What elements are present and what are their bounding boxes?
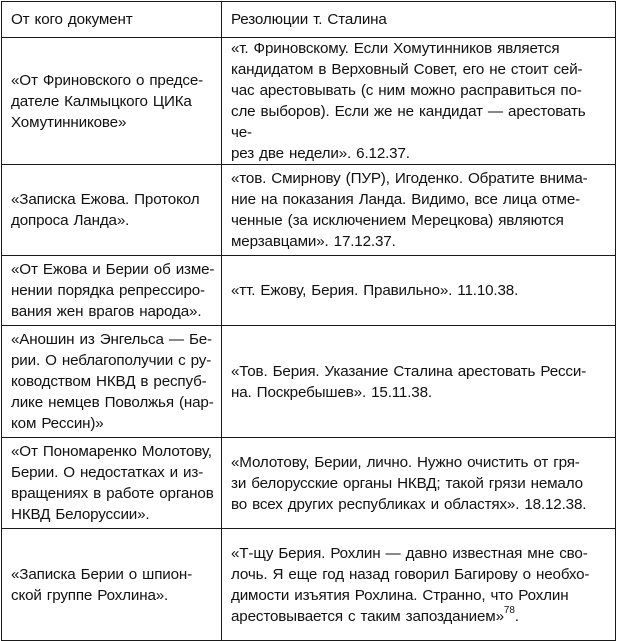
from-text: «От Пономаренко Молотову, Берии. О недостатках и из- вращениях в работе органов НКВД Белоруссии». [11, 443, 214, 523]
from-cell [2, 256, 222, 326]
resolutions-table [1, 1, 616, 641]
column-header-resolution: Резолюции т. Сталина [222, 2, 616, 38]
from-cell [2, 529, 222, 641]
resolution-text: «тт. Ежову, Берия. Правильно». 11.10.38. [231, 282, 519, 299]
resolution-text-wrap [231, 543, 609, 627]
from-text: «Записка Берии о шпион- ской группе Рохлина». [11, 565, 193, 604]
from-text: «Аношин из Энгельса — Бе- рии. О неблагополучии с ру- ководством НКВД в респуб- лике немцев Поволжья (нар- ком Рессин)» [11, 331, 214, 432]
from-cell [2, 38, 222, 165]
resolution-cell [222, 165, 616, 256]
footnote-marker: 78 [503, 605, 515, 617]
table-row [2, 38, 616, 165]
table-header-row [2, 2, 616, 38]
resolution-text: «Молотову, Берии, лично. Нужно очистить от гря- зи белорусские органы НКВД; такой грязи немало во всех других республиках и областях». 18.12.38. [231, 453, 587, 513]
from-text: «Записка Ежова. Протокол допроса Ланда». [11, 191, 200, 229]
resolution-cell [222, 438, 616, 529]
from-cell [2, 326, 222, 438]
column-header-from: От кого документ [2, 2, 222, 38]
from-text: «От Ежова и Берии об изме- нении порядка репрессиро- вания жен врагов народа». [11, 261, 215, 320]
table-row [2, 326, 616, 438]
resolution-text: «т. Фриновскому. Если Хомутинников является кандидатом в Верховный Совет, его не стоит сей- час арестовывать (с ним можно расправиться по- сле выборов). Если же не кандидат — арестовать че- рез две недели». 6.12.37. [231, 40, 586, 162]
resolution-text: «Т-щу Берия. Рохлин — давно известная мне сво- лочь. Я еще год назад говорил Багирову о необхо- димости изъятия Рохлина. Странно, что Рохлин арестовывается с таким запозданием» [231, 544, 590, 625]
resolution-cell [222, 529, 616, 641]
table-row [2, 165, 616, 256]
resolution-text: «Тов. Берия. Указание Сталина арестовать Ресси- на. Поскребышев». 15.11.38. [231, 362, 587, 401]
table-row [2, 438, 616, 529]
resolution-cell [222, 256, 616, 326]
table-row [2, 529, 616, 641]
from-cell [2, 165, 222, 256]
resolution-tail: . [514, 607, 519, 625]
resolution-text: «тов. Смирнову (ПУР), Игоденко. Обратите внима- ние на показания Ланда. Видимо, все лица отме- ченные (за исключением Мерецкова) являются мерзавцами». 17.12.37. [231, 170, 588, 250]
resolution-cell [222, 38, 616, 165]
resolution-cell [222, 326, 616, 438]
from-text: «От Фриновского о предсе- дателе Калмыцкого ЦИКа Хомутинникове» [11, 71, 204, 131]
from-cell [2, 438, 222, 529]
table-row [2, 256, 616, 326]
